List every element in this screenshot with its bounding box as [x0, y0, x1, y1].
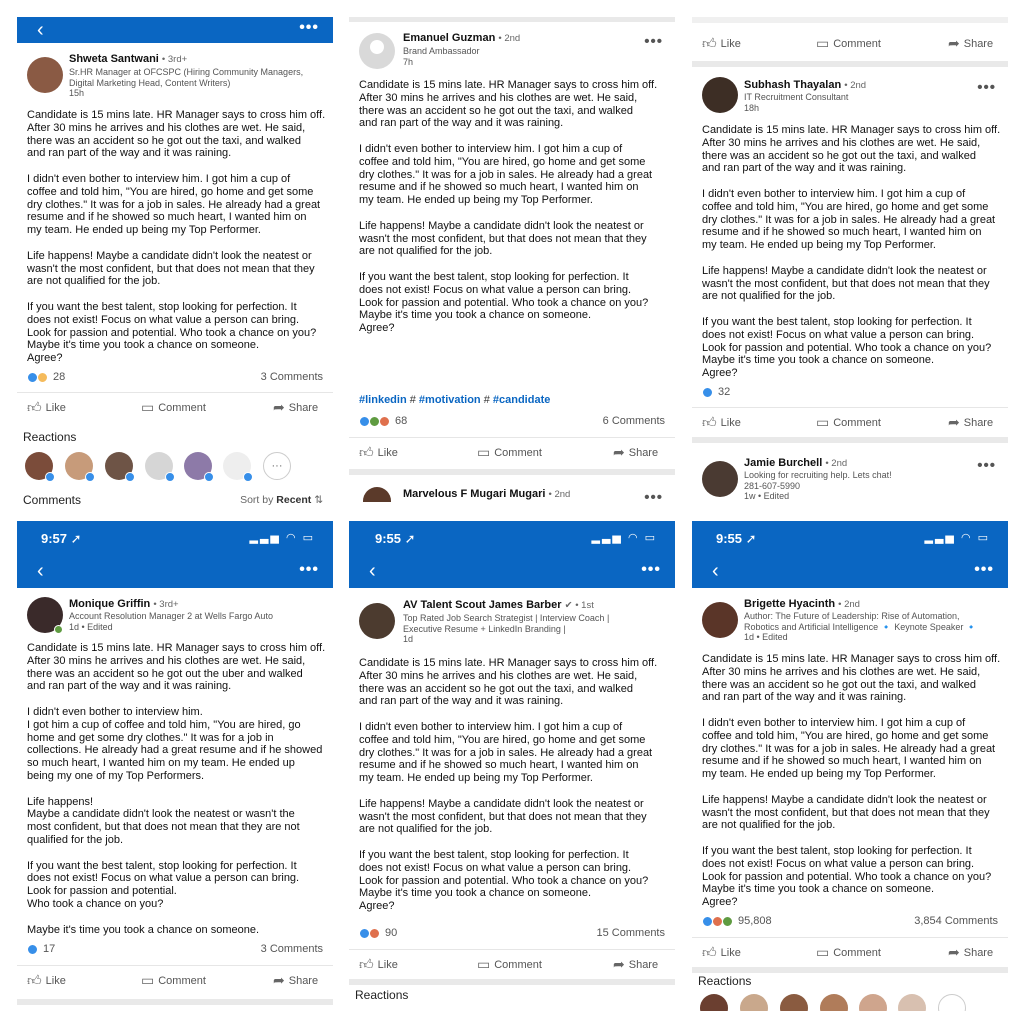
- comment-icon: ▭: [477, 444, 491, 460]
- reactor-avatar[interactable]: [184, 452, 212, 480]
- post-panel-emanuel: [349, 17, 675, 502]
- status-time: 9:57 ➚: [41, 531, 82, 546]
- reactor-avatar[interactable]: [145, 452, 173, 480]
- post-text-line: Maybe it's time you took a chance on someone.: [702, 354, 935, 367]
- post-text-line: [359, 836, 657, 849]
- post-text-line: [27, 288, 325, 301]
- post-body: [359, 657, 657, 913]
- like-button[interactable]: 👍︎ Like: [702, 35, 741, 51]
- post-text-line: Life happens!: [27, 795, 94, 808]
- post-text-line: most confident, but that does not mean that they are not: [27, 821, 300, 834]
- battery-icon: ▂▃▅ ◠ ▭: [591, 532, 657, 544]
- like-badge-icon: [85, 472, 95, 482]
- reactor-avatar[interactable]: [780, 994, 808, 1011]
- author-headline: Brand Ambassador 7h: [403, 46, 480, 67]
- like-button[interactable]: 👍︎ Like: [702, 944, 741, 960]
- feed-divider: [349, 979, 675, 985]
- post-body: [702, 653, 1000, 909]
- reaction-count[interactable]: 95,808: [702, 915, 772, 927]
- post-text-line: Candidate is 15 mins late. HR Manager says to cross him off.: [702, 653, 1001, 665]
- post-text-line: I didn't even bother to interview him. I got him a cup of: [359, 142, 623, 155]
- post-text-line: are not qualified for the job.: [359, 823, 493, 836]
- post-text-line: I didn't even bother to interview him.: [27, 705, 203, 718]
- like-badge-icon: [204, 472, 214, 482]
- post-text-line: resume and if he showed so much heart, I wanted him on: [702, 755, 982, 768]
- like-button[interactable]: 👍︎ Like: [27, 972, 66, 988]
- post-text-line: are not qualified for the job.: [702, 290, 836, 303]
- post-body: [702, 124, 1000, 380]
- post-text-line: coffee and told him, "You are hired, go home and get some: [359, 733, 646, 746]
- avatar[interactable]: [702, 461, 738, 497]
- post-text-line: After 30 mins he arrives and his clothes are wet. He said,: [359, 669, 638, 682]
- post-text-line: Maybe a candidate didn't look the neatest or wasn't the: [27, 808, 295, 821]
- post-text-line: does not exist! Focus on what value a person can bring.: [27, 313, 300, 326]
- share-button[interactable]: ➦ Share: [613, 956, 659, 972]
- back-arrow-icon[interactable]: ‹: [37, 560, 44, 582]
- author-headline: Top Rated Job Search Strategist | Interview Coach | Executive Resume + LinkedIn Branding | 1d: [403, 613, 610, 644]
- post-text-line: [27, 847, 325, 860]
- love-reaction-icon: [379, 416, 390, 427]
- post-body: [27, 109, 325, 365]
- comment-icon: ▭: [477, 956, 491, 972]
- post-text-line: Look for passion and potential. Who took a chance on you?: [359, 296, 649, 309]
- post-text-line: wasn't the most confident, but that does not mean that they: [27, 262, 315, 275]
- post-text-line: coffee and told him, "You are hired, go home and get some: [702, 200, 989, 213]
- comment-icon: ▭: [816, 35, 830, 51]
- post-text-line: does not exist! Focus on what value a person can bring.: [702, 328, 975, 341]
- battery-icon: ▂▃▅ ◠ ▭: [924, 532, 990, 544]
- post-panel-shweta: [17, 17, 333, 507]
- post-text-line: and ran part of the way and it was raining.: [702, 162, 907, 175]
- post-text-line: dry clothes." It was for a job in sales. He already had a great: [359, 168, 653, 181]
- avatar[interactable]: [702, 77, 738, 113]
- reactor-avatar[interactable]: [25, 452, 53, 480]
- back-arrow-icon[interactable]: ‹: [37, 19, 44, 41]
- comment-button[interactable]: ▭ Comment: [816, 944, 881, 960]
- post-text-line: Maybe it's time you took a chance on someone.: [27, 923, 260, 936]
- comment-button[interactable]: ▭ Comment: [477, 956, 542, 972]
- post-text-line: and ran part of the way and it was raining.: [27, 147, 232, 160]
- post-text-line: If you want the best talent, stop looking for perfection. It: [27, 300, 297, 313]
- post-text-line: there was an accident so he got out the taxi, and walked: [702, 149, 976, 162]
- thumbs-up-icon: 👍︎: [702, 35, 717, 51]
- reaction-count[interactable]: 17: [27, 943, 55, 955]
- hashtag-link[interactable]: #motivation: [418, 394, 481, 406]
- post-text-line: wasn't the most confident, but that does not mean that they: [702, 806, 990, 819]
- post-text-line: Agree?: [359, 900, 395, 913]
- post-text-line: and ran part of the way and it was raining.: [702, 691, 907, 704]
- feed-divider: [692, 61, 1008, 67]
- post-text-line: qualified for the job.: [27, 833, 124, 846]
- more-reactors-button[interactable]: ···: [263, 452, 291, 480]
- post-text-line: After 30 mins he arrives and his clothes are wet. He said,: [27, 121, 306, 134]
- thumbs-up-icon: 👍︎: [359, 444, 374, 460]
- post-text-line: wasn't the most confident, but that does not mean that they: [359, 810, 647, 823]
- more-reactors-button[interactable]: [938, 994, 966, 1011]
- author-headline: Account Resolution Manager 2 at Wells Fargo Auto 1d • Edited: [69, 611, 273, 632]
- post-text-line: I got him a cup of coffee and told him, "You are hired, go: [27, 718, 301, 731]
- like-badge-icon: [243, 472, 253, 482]
- post-text-line: [702, 303, 1000, 316]
- post-text-line: does not exist! Focus on what value a person can bring.: [359, 861, 632, 874]
- post-text-line: [702, 252, 1000, 265]
- more-options-icon[interactable]: •••: [977, 79, 996, 96]
- post-text-line: home and get some dry clothes." It was for a job in: [27, 731, 274, 744]
- like-button[interactable]: 👍︎ Like: [702, 414, 741, 430]
- post-text-line: does not exist! Focus on what value a person can bring.: [702, 857, 975, 870]
- post-text-line: Candidate is 15 mins late. HR Manager says to cross him off.: [702, 124, 1001, 136]
- reactor-avatar[interactable]: [740, 994, 768, 1011]
- share-icon: ➦: [948, 35, 960, 51]
- thumbs-up-icon: 👍︎: [702, 944, 717, 960]
- share-icon: ➦: [613, 956, 625, 972]
- post-text-line: After 30 mins he arrives and his clothes are wet. He said,: [27, 654, 306, 667]
- post-text-line: Candidate is 15 mins late. HR Manager says to cross him off.: [27, 642, 326, 654]
- reactor-avatar[interactable]: [820, 994, 848, 1011]
- post-text-line: does not exist! Focus on what value a person can bring.: [359, 283, 632, 296]
- post-body: [27, 642, 325, 936]
- comment-button[interactable]: ▭ Comment: [141, 972, 206, 988]
- post-text-line: I didn't even bother to interview him. I got him a cup of: [359, 720, 623, 733]
- like-badge-icon: [125, 472, 135, 482]
- share-button[interactable]: ➦ Share: [948, 944, 994, 960]
- post-text-line: and ran part of the way and it was raining.: [359, 695, 564, 708]
- reactions-heading: Reactions: [23, 430, 77, 444]
- post-panel-monique: [17, 521, 333, 1011]
- avatar[interactable]: [702, 602, 738, 638]
- comment-button[interactable]: ▭ Comment: [816, 414, 881, 430]
- post-text-line: there was an accident so he got out the taxi, and walked: [702, 678, 976, 691]
- post-text-line: After 30 mins he arrives and his clothes are wet. He said,: [702, 665, 981, 678]
- feed-divider: [349, 17, 675, 22]
- post-text-line: resume and if he showed so much heart, I wanted him on: [702, 226, 982, 239]
- action-bar: [17, 392, 333, 420]
- comment-button[interactable]: ▭ Comment: [816, 35, 881, 51]
- post-text-line: dry clothes." It was for a job in sales. He already had a great: [27, 198, 321, 211]
- post-text-line: Look for passion and potential. Who took a chance on you?: [359, 874, 649, 887]
- post-text-line: I didn't even bother to interview him. I got him a cup of: [27, 172, 291, 185]
- post-text-line: Life happens! Maybe a candidate didn't look the neatest or: [702, 793, 987, 806]
- post-text-line: are not qualified for the job.: [27, 275, 161, 288]
- like-reaction-icon: [702, 387, 713, 398]
- post-text-line: coffee and told him, "You are hired, go home and get some: [359, 155, 646, 168]
- post-text-line: [27, 911, 325, 924]
- post-text-line: Agree?: [359, 322, 395, 335]
- like-button[interactable]: 👍︎ Like: [359, 956, 398, 972]
- share-button[interactable]: ➦ Share: [273, 399, 319, 415]
- post-text-line: so much heart, I wanted him on my team. He ended up: [27, 757, 295, 770]
- post-text-line: [359, 207, 657, 220]
- post-text-line: [359, 785, 657, 798]
- more-options-icon[interactable]: •••: [299, 561, 319, 578]
- like-badge-icon: [45, 472, 55, 482]
- online-status-icon: [54, 625, 63, 634]
- more-options-icon[interactable]: •••: [977, 457, 996, 474]
- reactions-heading: Reactions: [355, 988, 409, 1002]
- post-text-line: After 30 mins he arrives and his clothes are wet. He said,: [359, 91, 638, 104]
- post-text-line: [359, 130, 657, 143]
- more-options-icon[interactable]: •••: [974, 561, 994, 578]
- post-text-line: Look for passion and potential.: [27, 885, 177, 898]
- post-text-line: my team. He ended up being my Top Performer.: [702, 239, 936, 252]
- avatar[interactable]: [363, 487, 391, 502]
- post-text-line: [702, 175, 1000, 188]
- post-text-line: Life happens! Maybe a candidate didn't look the neatest or: [27, 249, 312, 262]
- post-text-line: Maybe it's time you took a chance on someone.: [359, 309, 592, 322]
- post-text-line: my team. He ended up being my Top Performer.: [27, 224, 261, 237]
- hashtag-link[interactable]: #candidate: [492, 394, 551, 406]
- avatar[interactable]: [359, 603, 395, 639]
- post-text-line: Agree?: [27, 352, 63, 365]
- author-name[interactable]: AV Talent Scout James Barber ✔ • 1st: [403, 599, 594, 611]
- post-text-line: and ran part of the way and it was raining.: [359, 117, 564, 130]
- post-text-line: After 30 mins he arrives and his clothes are wet. He said,: [702, 136, 981, 149]
- post-text-line: there was an accident so he got out the taxi, and walked: [359, 104, 633, 117]
- thumbs-up-icon: 👍︎: [27, 399, 42, 415]
- share-button[interactable]: ➦ Share: [948, 414, 994, 430]
- love-reaction-icon: [369, 928, 380, 939]
- post-text-line: [359, 708, 657, 721]
- post-text-line: [27, 693, 325, 706]
- share-button[interactable]: ➦ Share: [948, 35, 994, 51]
- post-text-line: dry clothes." It was for a job in sales. He already had a great: [359, 746, 653, 759]
- reaction-count[interactable]: 90: [359, 927, 397, 939]
- app-header: [17, 17, 333, 43]
- post-text-line: Life happens! Maybe a candidate didn't look the neatest or: [359, 797, 644, 810]
- like-button[interactable]: 👍︎ Like: [27, 399, 66, 415]
- comment-button[interactable]: ▭ Comment: [141, 399, 206, 415]
- comment-icon: ▭: [141, 399, 155, 415]
- comment-button[interactable]: ▭ Comment: [477, 444, 542, 460]
- post-text-line: [702, 832, 1000, 845]
- hashtags: #linkedin # #motivation # #candidate: [359, 394, 551, 406]
- post-text-line: Look for passion and potential. Who took a chance on you?: [27, 326, 317, 339]
- comment-count[interactable]: 15 Comments: [596, 927, 665, 939]
- comment-icon: ▭: [141, 972, 155, 988]
- post-text-line: Who took a chance on you?: [27, 897, 164, 910]
- post-text-line: Candidate is 15 mins late. HR Manager says to cross him off.: [27, 109, 326, 121]
- like-badge-icon: [165, 472, 175, 482]
- back-arrow-icon[interactable]: ‹: [369, 560, 376, 582]
- next-author-headline: Looking for recruiting help. Lets chat! 281-607-5990 1w • Edited: [744, 470, 892, 501]
- post-text-line: resume and if he showed so much heart, I wanted him on: [359, 181, 639, 194]
- comment-icon: ▭: [816, 944, 830, 960]
- reactor-avatar[interactable]: [105, 452, 133, 480]
- post-text-line: Agree?: [702, 896, 738, 909]
- share-icon: ➦: [948, 944, 960, 960]
- author-name[interactable]: Emanuel Guzman • 2nd: [403, 32, 521, 44]
- more-options-icon[interactable]: •••: [641, 561, 661, 578]
- post-text-line: resume and if he showed so much heart, I wanted him on: [27, 211, 307, 224]
- feed-divider: [692, 17, 1008, 23]
- feed-divider: [17, 999, 333, 1005]
- author-name[interactable]: Shweta Santwani • 3rd+: [69, 53, 188, 65]
- share-button[interactable]: ➦ Share: [613, 444, 659, 460]
- post-text-line: dry clothes." It was for a job in sales. He already had a great: [702, 213, 996, 226]
- author-headline: IT Recruitment Consultant 18h: [744, 92, 849, 113]
- post-text-line: [702, 704, 1000, 717]
- status-time: 9:55 ➚: [375, 531, 416, 546]
- post-text-line: Agree?: [702, 367, 738, 380]
- post-text-line: If you want the best talent, stop looking for perfection. It: [27, 859, 297, 872]
- status-time: 9:55 ➚: [716, 531, 757, 546]
- author-name[interactable]: Brigette Hyacinth • 2nd: [744, 598, 860, 610]
- post-text-line: there was an accident so he got out the taxi, and walked: [27, 134, 301, 147]
- next-author-name[interactable]: Marvelous F Mugari Mugari • 2nd: [403, 488, 571, 500]
- post-text-line: coffee and told him, "You are hired, go home and get some: [27, 185, 314, 198]
- feed-divider: [692, 967, 1008, 973]
- reaction-count[interactable]: 28: [27, 371, 65, 383]
- post-text-line: Look for passion and potential. Who took a chance on you?: [702, 341, 992, 354]
- post-text-line: [27, 783, 325, 796]
- post-text-line: Life happens! Maybe a candidate didn't look the neatest or: [359, 219, 644, 232]
- like-button[interactable]: 👍︎ Like: [359, 444, 398, 460]
- feed-divider: [692, 437, 1008, 443]
- post-text-line: Life happens! Maybe a candidate didn't look the neatest or: [702, 264, 987, 277]
- post-text-line: my team. He ended up being my Top Performer.: [359, 194, 593, 207]
- post-panel-brigette: [692, 521, 1008, 1011]
- share-icon: ➦: [273, 972, 285, 988]
- post-text-line: coffee and told him, "You are hired, go home and get some: [702, 729, 989, 742]
- post-text-line: If you want the best talent, stop looking for perfection. It: [702, 844, 972, 857]
- reactor-avatar[interactable]: [898, 994, 926, 1011]
- share-icon: ➦: [948, 414, 960, 430]
- reactor-avatar[interactable]: [223, 452, 251, 480]
- post-text-line: Maybe it's time you took a chance on someone.: [702, 883, 935, 896]
- post-text-line: [359, 258, 657, 271]
- comment-count[interactable]: 6 Comments: [602, 415, 665, 427]
- reactor-avatar[interactable]: [859, 994, 887, 1011]
- comment-icon: ▭: [816, 414, 830, 430]
- post-panel-subhash: [692, 17, 1008, 507]
- author-headline: Sr.HR Manager at OFCSPC (Hiring Community Managers, Digital Marketing Head, Content Writers) 15h: [69, 67, 304, 98]
- share-button[interactable]: ➦ Share: [273, 972, 319, 988]
- post-text-line: being my one of my Top Performers.: [27, 769, 205, 782]
- share-icon: ➦: [613, 444, 625, 460]
- app-header: [17, 521, 333, 588]
- thumbs-up-icon: 👍︎: [359, 956, 374, 972]
- post-body: [359, 79, 657, 335]
- reactor-avatar[interactable]: [700, 994, 728, 1011]
- post-text-line: [27, 160, 325, 173]
- post-text-line: there was an accident so he got out the taxi, and walked: [359, 682, 633, 695]
- author-name[interactable]: Monique Griffin • 3rd+: [69, 598, 179, 610]
- avatar[interactable]: [27, 57, 63, 93]
- battery-icon: ▂▃▅ ◠ ▭: [249, 532, 315, 544]
- avatar[interactable]: [359, 33, 395, 69]
- app-header: [349, 521, 675, 588]
- post-text-line: If you want the best talent, stop looking for perfection. It: [359, 848, 629, 861]
- reaction-count[interactable]: 32: [702, 386, 730, 398]
- hashtag-link[interactable]: #linkedin: [359, 394, 407, 406]
- author-headline: Author: The Future of Leadership: Rise of Automation, Robotics and Artificial Intelligence 🔹 Keynote Speaker 🔹 1d • Edited: [744, 611, 978, 642]
- comment-count[interactable]: 3 Comments: [260, 371, 323, 383]
- action-bar: [349, 437, 675, 465]
- post-text-line: [27, 237, 325, 250]
- post-text-line: there was an accident so he got out the uber and walked: [27, 667, 303, 680]
- more-options-icon[interactable]: •••: [644, 33, 663, 50]
- like-reaction-icon: [27, 944, 38, 955]
- post-text-line: Candidate is 15 mins late. HR Manager says to cross him off.: [359, 79, 658, 91]
- post-text-line: my team. He ended up being my Top Performer.: [702, 768, 936, 781]
- post-text-line: dry clothes." It was for a job in sales. He already had a great: [702, 742, 996, 755]
- author-name[interactable]: Subhash Thayalan • 2nd: [744, 79, 867, 91]
- post-text-line: Maybe it's time you took a chance on someone.: [359, 887, 592, 900]
- post-text-line: resume and if he showed so much heart, I wanted him on: [359, 759, 639, 772]
- back-arrow-icon[interactable]: ‹: [712, 560, 719, 582]
- sort-comments-button[interactable]: Sort by Recent ⇅: [240, 494, 323, 506]
- comments-heading: Comments: [23, 493, 82, 507]
- more-options-icon[interactable]: •••: [644, 489, 663, 502]
- reaction-count[interactable]: 68: [359, 415, 407, 427]
- post-text-line: Candidate is 15 mins late. HR Manager says to cross him off.: [359, 657, 658, 669]
- reactor-avatar[interactable]: [65, 452, 93, 480]
- post-text-line: If you want the best talent, stop looking for perfection. It: [359, 270, 629, 283]
- post-text-line: are not qualified for the job.: [702, 819, 836, 832]
- thumbs-up-icon: 👍︎: [702, 414, 717, 430]
- action-bar: [692, 407, 1008, 435]
- post-text-line: If you want the best talent, stop looking for perfection. It: [702, 315, 972, 328]
- action-bar: [349, 949, 675, 977]
- thumbs-up-icon: 👍︎: [27, 972, 42, 988]
- reactions-heading: Reactions: [698, 974, 752, 988]
- next-author-name[interactable]: Jamie Burchell • 2nd: [744, 457, 848, 469]
- post-text-line: [702, 781, 1000, 794]
- post-text-line: collections. He already had a great resume and if he showed: [27, 744, 323, 757]
- post-panel-james: [349, 521, 675, 1011]
- app-header: [692, 521, 1008, 588]
- post-text-line: I didn't even bother to interview him. I got him a cup of: [702, 187, 966, 200]
- action-bar: [692, 29, 1008, 57]
- comment-count[interactable]: 3 Comments: [260, 943, 323, 955]
- post-text-line: I didn't even bother to interview him. I got him a cup of: [702, 716, 966, 729]
- post-text-line: Look for passion and potential. Who took a chance on you?: [702, 870, 992, 883]
- post-text-line: are not qualified for the job.: [359, 245, 493, 258]
- post-text-line: and ran part of the way and it was raining.: [27, 680, 232, 693]
- post-text-line: Maybe it's time you took a chance on someone.: [27, 339, 260, 352]
- action-bar: [692, 937, 1008, 965]
- celebrate-reaction-icon: [722, 916, 733, 927]
- action-bar: [17, 965, 333, 993]
- post-text-line: does not exist! Focus on what value a person can bring.: [27, 872, 300, 885]
- post-text-line: my team. He ended up being my Top Performer.: [359, 772, 593, 785]
- comment-count[interactable]: 3,854 Comments: [914, 915, 998, 927]
- insightful-reaction-icon: [37, 372, 48, 383]
- share-icon: ➦: [273, 399, 285, 415]
- post-text-line: wasn't the most confident, but that does not mean that they: [702, 277, 990, 290]
- feed-divider: [349, 469, 675, 475]
- post-text-line: wasn't the most confident, but that does not mean that they: [359, 232, 647, 245]
- more-options-icon[interactable]: •••: [299, 19, 319, 36]
